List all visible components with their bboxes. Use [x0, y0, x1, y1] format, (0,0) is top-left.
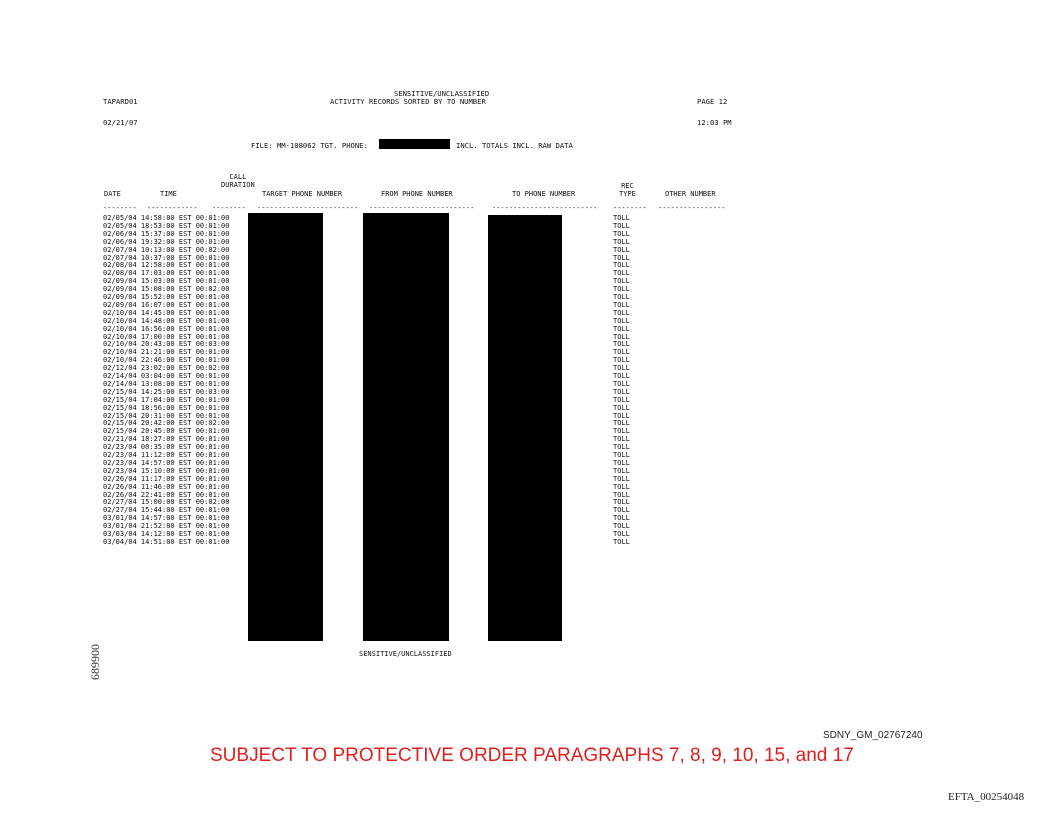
table-row-datetime-duration: 02/10/04 14:48:00 EST 00:01:00	[103, 316, 230, 325]
table-row-datetime-duration: 03/04/04 14:51:00 EST 00:01:00	[103, 537, 230, 546]
separator-from: -------------------------	[369, 204, 475, 212]
table-row-rec-type: TOLL	[613, 229, 630, 238]
col-from-phone: FROM PHONE NUMBER	[381, 190, 453, 198]
table-row-rec-type: TOLL	[613, 514, 630, 523]
table-row-rec-type: TOLL	[613, 348, 630, 357]
table-row-datetime-duration: 02/09/04 15:08:00 EST 00:02:00	[103, 285, 230, 294]
table-row-rec-type: TOLL	[613, 316, 630, 325]
table-row-rec-type: TOLL	[613, 537, 630, 546]
table-row-datetime-duration: 02/10/04 20:43:00 EST 00:03:00	[103, 340, 230, 349]
table-row-rec-type: TOLL	[613, 466, 630, 475]
table-row-rec-type: TOLL	[613, 356, 630, 365]
table-row-rec-type: TOLL	[613, 530, 630, 538]
report-id: TAPARD01	[103, 97, 138, 106]
table-row-datetime-duration: 03/01/04 21:52:00 EST 00:01:00	[103, 522, 230, 531]
table-row-rec-type: TOLL	[613, 395, 630, 404]
separator-to: -------------------------	[492, 204, 598, 212]
table-row-rec-type: TOLL	[613, 253, 630, 262]
table-row-rec-type: TOLL	[613, 277, 630, 286]
table-row-rec-type: TOLL	[613, 435, 630, 444]
table-row-rec-type: TOLL	[613, 237, 630, 246]
table-row-rec-type: TOLL	[613, 324, 630, 333]
file-line-suffix: INCL. TOTALS INCL. RAW DATA	[456, 141, 573, 150]
separator-time: ------------	[147, 204, 198, 212]
separator-rec: --------	[613, 204, 647, 212]
table-row-datetime-duration: 02/10/04 16:56:00 EST 00:01:00	[103, 324, 230, 333]
table-row-datetime-duration: 02/15/04 20:42:00 EST 00:02:00	[103, 419, 230, 428]
table-row-datetime-duration: 02/15/04 18:56:00 EST 00:01:00	[103, 403, 230, 412]
table-row-datetime-duration: 02/26/04 11:46:00 EST 00:01:00	[103, 482, 230, 491]
table-row-datetime-duration: 02/21/04 18:27:00 EST 00:01:00	[103, 435, 230, 444]
table-row-rec-type: TOLL	[613, 379, 630, 388]
table-row-datetime-duration: 02/23/04 14:57:00 EST 00:01:00	[103, 458, 230, 467]
table-row-rec-type: TOLL	[613, 403, 630, 412]
table-row-datetime-duration: 02/08/04 17:03:00 EST 00:01:00	[103, 269, 230, 278]
table-row-rec-type: TOLL	[613, 458, 630, 467]
report-date: 02/21/07	[103, 118, 138, 127]
separator-other: ----------------	[658, 204, 726, 212]
table-row-datetime-duration: 02/14/04 03:04:00 EST 00:01:00	[103, 372, 230, 380]
table-row-datetime-duration: 02/12/04 23:02:00 EST 00:02:00	[103, 364, 230, 373]
table-row-rec-type: TOLL	[613, 308, 630, 317]
table-row-datetime-duration: 02/10/04 22:46:00 EST 00:01:00	[103, 356, 230, 365]
table-row-datetime-duration: 02/15/04 20:31:00 EST 00:01:00	[103, 411, 230, 420]
protective-order-notice: SUBJECT TO PROTECTIVE ORDER PARAGRAPHS 7, 8, 9, 10, 15, and 17	[210, 745, 854, 766]
table-row-datetime-duration: 02/09/04 16:07:00 EST 00:01:00	[103, 300, 230, 309]
col-to-phone: TO PHONE NUMBER	[512, 190, 576, 198]
side-stamp: 689900	[88, 644, 102, 680]
table-row-datetime-duration: 02/23/04 11:12:00 EST 00:01:00	[103, 451, 230, 459]
table-row-datetime-duration: 02/26/04 11:17:00 EST 00:01:00	[103, 474, 230, 483]
table-row-datetime-duration: 02/06/04 19:32:00 EST 00:01:00	[103, 237, 230, 246]
table-row-datetime-duration: 02/09/04 15:03:00 EST 00:01:00	[103, 277, 230, 286]
separator-target: ------------------------	[257, 204, 359, 212]
separator-duration: --------	[212, 204, 246, 212]
table-row-rec-type: TOLL	[613, 221, 630, 230]
col-other-number: OTHER NUMBER	[665, 190, 716, 198]
table-row-rec-type: TOLL	[613, 522, 630, 531]
table-row-rec-type: TOLL	[613, 506, 630, 515]
table-row-datetime-duration: 02/15/04 17:04:00 EST 00:01:00	[103, 395, 230, 404]
separator-date: --------	[103, 204, 137, 212]
report-time: 12:03 PM	[697, 118, 732, 127]
col-date: DATE	[104, 190, 121, 198]
table-row-datetime-duration: 02/07/04 10:13:00 EST 00:02:00	[103, 245, 230, 254]
page-number: PAGE 12	[697, 97, 728, 106]
table-row-datetime-duration: 02/07/04 10:37:00 EST 00:01:00	[103, 253, 230, 262]
table-row-rec-type: TOLL	[613, 285, 630, 294]
table-row-rec-type: TOLL	[613, 443, 630, 452]
table-row-datetime-duration: 02/10/04 21:21:00 EST 00:01:00	[103, 348, 230, 357]
table-row-rec-type: TOLL	[613, 411, 630, 420]
table-row-rec-type: TOLL	[613, 498, 630, 507]
table-row-datetime-duration: 02/27/04 15:00:00 EST 00:02:00	[103, 498, 230, 507]
table-row-rec-type: TOLL	[613, 269, 630, 278]
report-title: ACTIVITY RECORDS SORTED BY TO NUMBER	[330, 97, 486, 106]
table-row-datetime-duration: 02/10/04 14:45:00 EST 00:01:00	[103, 308, 230, 317]
table-row-datetime-duration: 02/23/04 15:10:00 EST 00:01:00	[103, 466, 230, 475]
table-row-rec-type: TOLL	[613, 419, 630, 428]
table-row-datetime-duration: 02/08/04 12:58:00 EST 00:01:00	[103, 261, 230, 270]
table-row-rec-type: TOLL	[613, 427, 630, 436]
table-row-datetime-duration: 02/06/04 15:37:00 EST 00:01:00	[103, 229, 230, 238]
table-row-rec-type: TOLL	[613, 474, 630, 483]
bates-number: SDNY_GM_02767240	[823, 730, 923, 741]
redaction-from-column	[363, 213, 449, 641]
table-row-rec-type: TOLL	[613, 387, 630, 396]
table-row-datetime-duration: 02/15/04 14:25:00 EST 00:03:00	[103, 387, 230, 396]
table-row-rec-type: TOLL	[613, 300, 630, 309]
table-row-rec-type: TOLL	[613, 214, 630, 222]
table-row-rec-type: TOLL	[613, 340, 630, 349]
table-row-rec-type: TOLL	[613, 293, 630, 301]
col-target-phone: TARGET PHONE NUMBER	[262, 190, 343, 198]
table-row-datetime-duration: 03/01/04 14:57:00 EST 00:01:00	[103, 514, 230, 523]
col-call-duration: CALL DURATION	[221, 173, 255, 189]
efta-number: EFTA_00254048	[948, 791, 1025, 803]
table-row-datetime-duration: 02/23/04 00:35:00 EST 00:01:00	[103, 443, 230, 452]
table-row-rec-type: TOLL	[613, 482, 630, 491]
table-row-datetime-duration: 02/10/04 17:00:00 EST 00:01:00	[103, 332, 230, 341]
table-row-datetime-duration: 02/14/04 13:08:00 EST 00:01:00	[103, 379, 230, 388]
table-row-datetime-duration: 02/26/04 22:41:00 EST 00:01:00	[103, 490, 230, 499]
classification-header: SENSITIVE/UNCLASSIFIED	[394, 89, 490, 98]
file-line-prefix: FILE: MM-108062 TGT. PHONE:	[251, 141, 368, 150]
table-row-rec-type: TOLL	[613, 261, 630, 270]
redaction-target-column	[248, 213, 323, 641]
table-row-datetime-duration: 02/27/04 15:44:00 EST 00:01:00	[103, 506, 230, 515]
table-row-rec-type: TOLL	[613, 332, 630, 341]
col-rec-type: REC TYPE	[619, 182, 636, 198]
table-row-datetime-duration: 02/05/04 14:58:00 EST 00:01:00	[103, 214, 230, 222]
table-row-rec-type: TOLL	[613, 451, 630, 459]
table-row-datetime-duration: 02/05/04 18:53:00 EST 00:01:00	[103, 221, 230, 230]
table-row-datetime-duration: 03/03/04 14:12:00 EST 00:01:00	[103, 530, 230, 538]
redaction-target-phone-header	[379, 139, 450, 149]
table-row-rec-type: TOLL	[613, 490, 630, 499]
table-row-datetime-duration: 02/15/04 20:45:00 EST 00:01:00	[103, 427, 230, 436]
table-row-rec-type: TOLL	[613, 364, 630, 373]
table-row-rec-type: TOLL	[613, 245, 630, 254]
table-row-datetime-duration: 02/09/04 15:52:00 EST 00:01:00	[103, 293, 230, 301]
table-row-rec-type: TOLL	[613, 372, 630, 380]
classification-footer: SENSITIVE/UNCLASSIFIED	[359, 650, 452, 658]
redaction-to-column	[488, 215, 562, 641]
col-time: TIME	[160, 190, 177, 198]
